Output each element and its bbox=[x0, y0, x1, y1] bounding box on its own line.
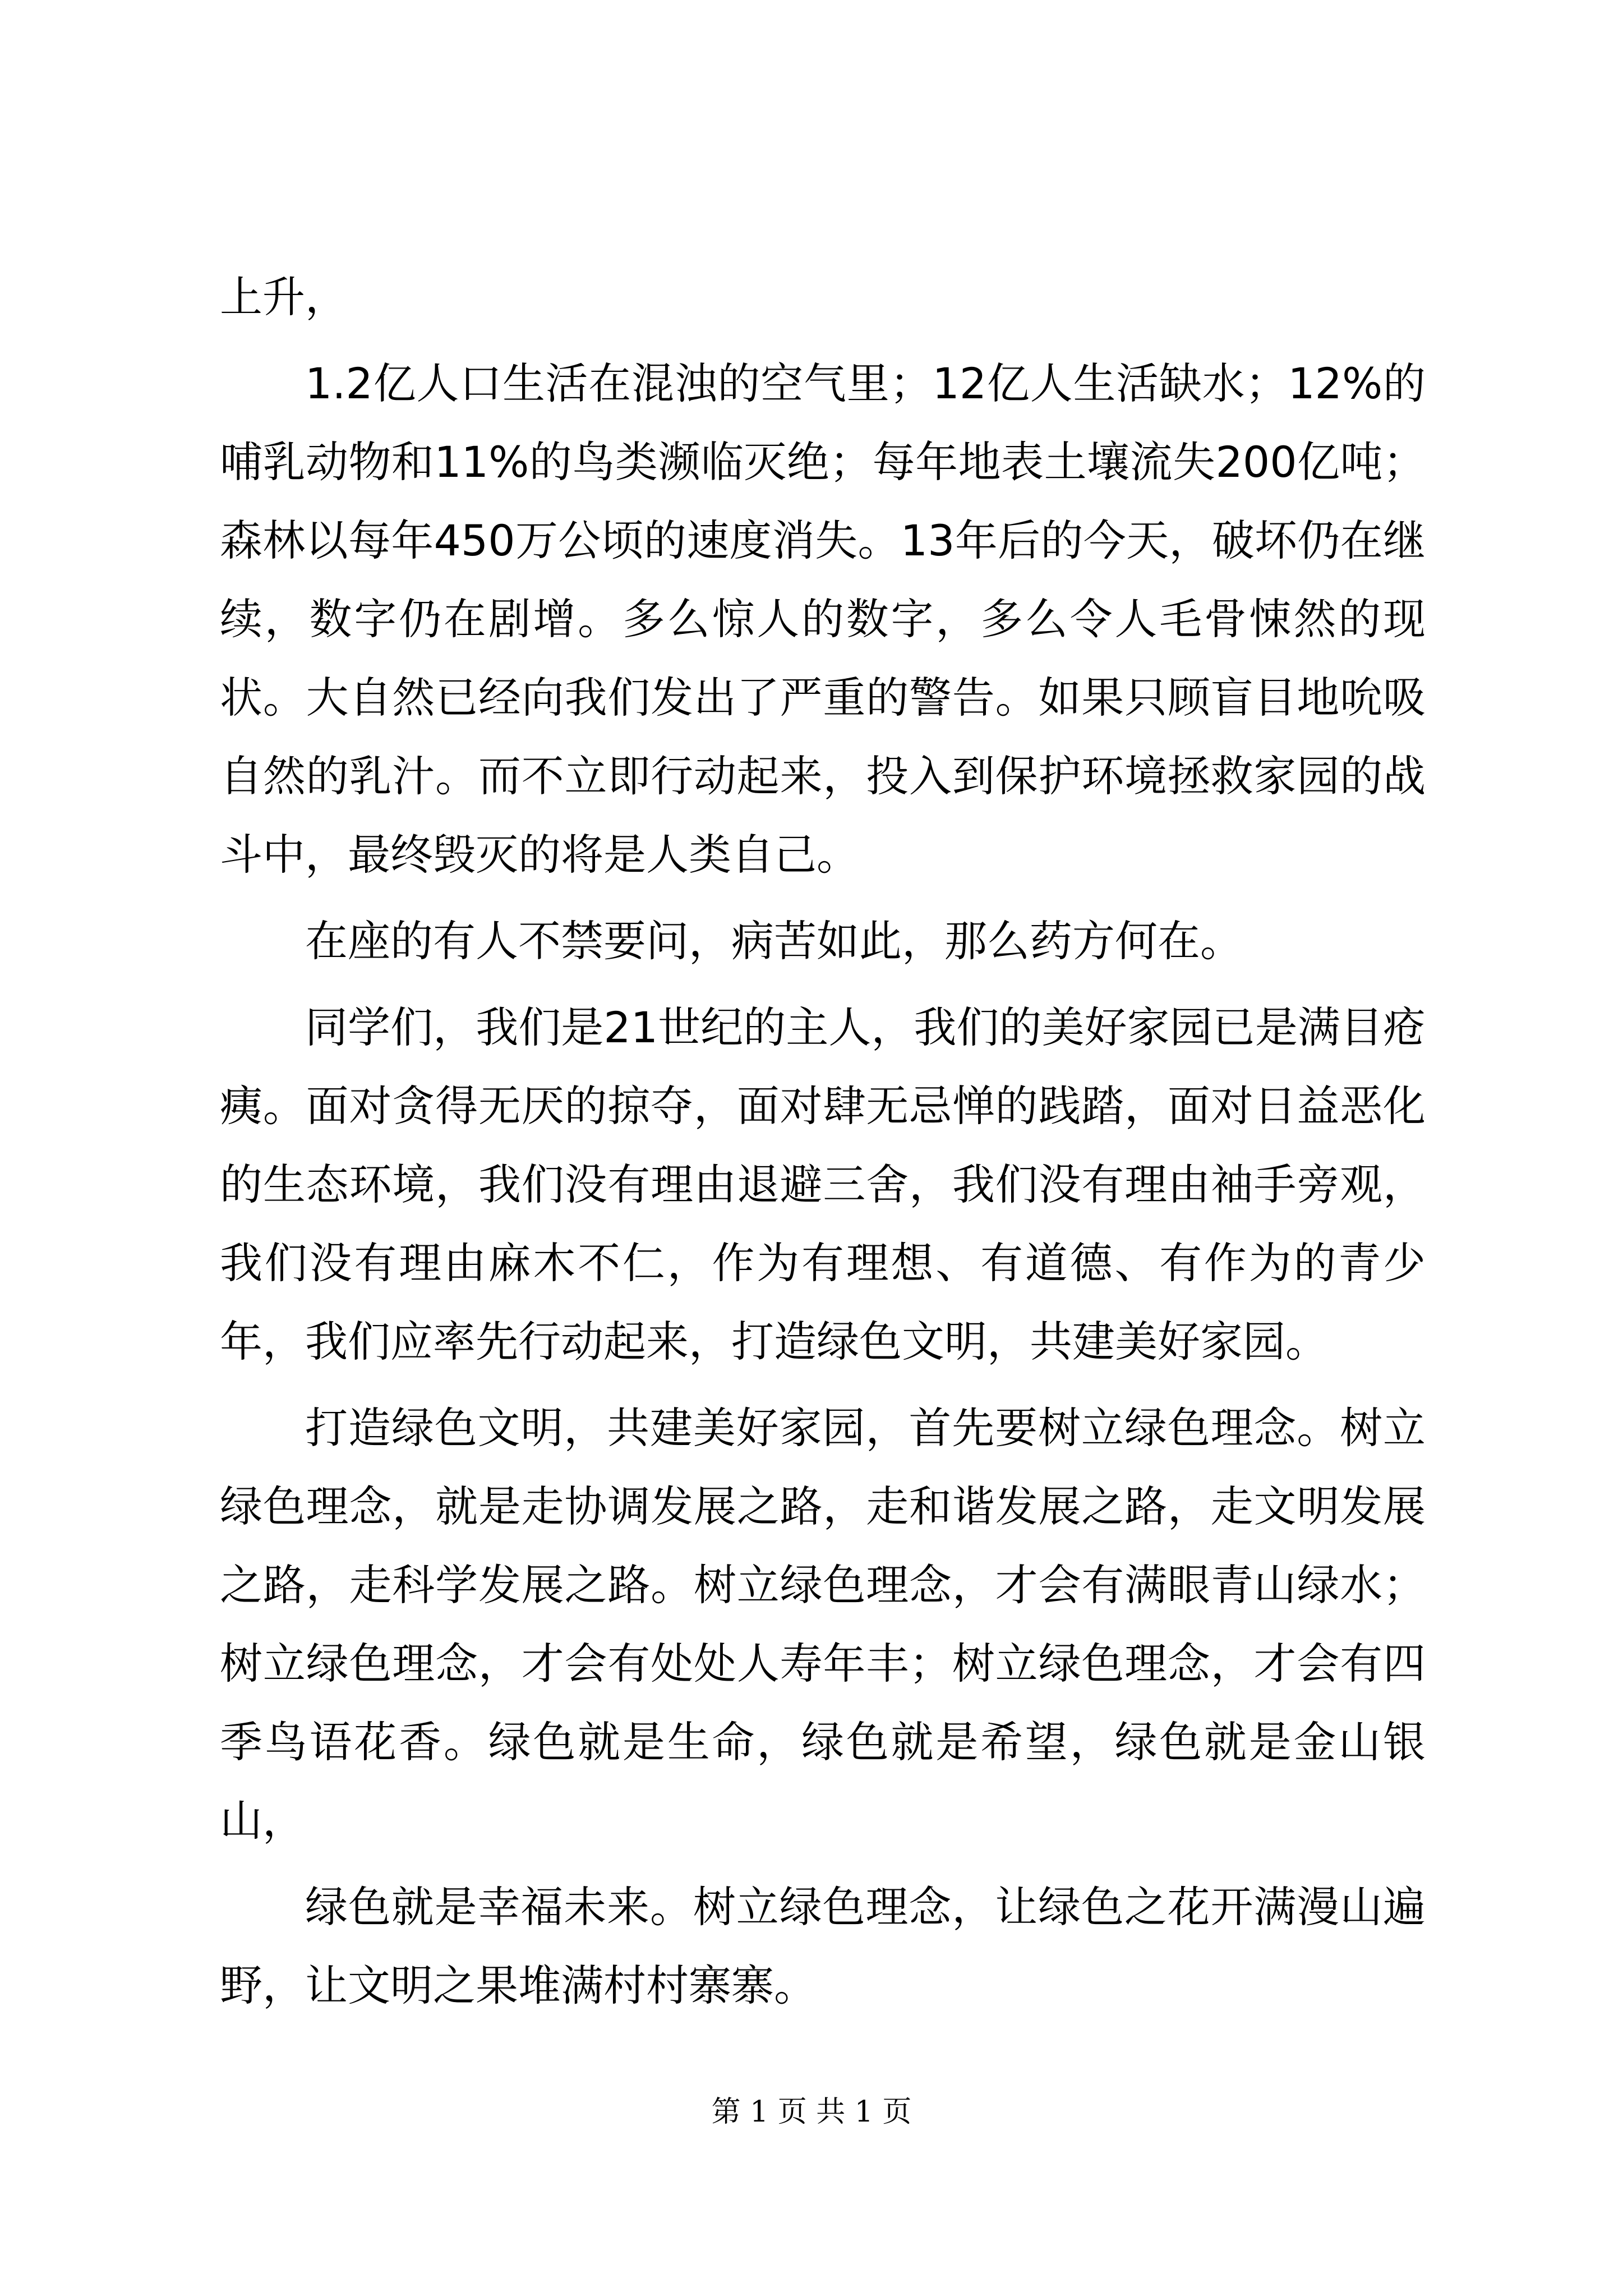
page-footer: 第 1 页 共 1 页 bbox=[711, 2095, 912, 2129]
paragraph-2: 1.2亿人口生活在混浊的空气里；12亿人生活缺水；12%的哺乳动物和11%的鸟类濒临灭绝；每年地表土壤流失200亿吨；森林以每年450万公顷的速度消失。13年后的今天，破坏仍在继续，数字仍在剧增。多么惊人的数字，多么令人毛骨悚然的现状。大自然已经向我们发出了严重的警告。如果只顾盲目地吮吸自然的乳汁。而不立即行动起来，投入到保护环境拯救家园的战斗中，最终毁灭的将是人类自己。 bbox=[220, 358, 1426, 880]
paragraph-6: 绿色就是幸福未来。树立绿色理念，让绿色之花开满漫山遍野，让文明之果堆满村村寨寨。 bbox=[220, 1882, 1426, 2010]
paragraph-3: 在座的有人不禁要问，病苦如此，那么药方何在。 bbox=[305, 916, 1243, 966]
paragraph-4: 同学们，我们是21世纪的主人，我们的美好家园已是满目疮痍。面对贪得无厌的掠夺，面对肆无忌惮的践踏，面对日益恶化的生态环境，我们没有理由退避三舍，我们没有理由袖手旁观，我们没有理由麻木不仁，作为有理想、有道德、有作为的青少年，我们应率先行动起来，打造绿色文明，共建美好家园。 bbox=[220, 1002, 1426, 1366]
document-body bbox=[220, 258, 1426, 2033]
paragraph-5: 打造绿色文明，共建美好家园，首先要树立绿色理念。树立绿色理念，就是走协调发展之路，走和谐发展之路，走文明发展之路，走科学发展之路。树立绿色理念，才会有满眼青山绿水；树立绿色理念，才会有处处人寿年丰；树立绿色理念，才会有四季鸟语花香。绿色就是生命，绿色就是希望，绿色就是金山银山， bbox=[220, 1403, 1426, 1846]
paragraph-1: 上升， bbox=[220, 272, 348, 322]
